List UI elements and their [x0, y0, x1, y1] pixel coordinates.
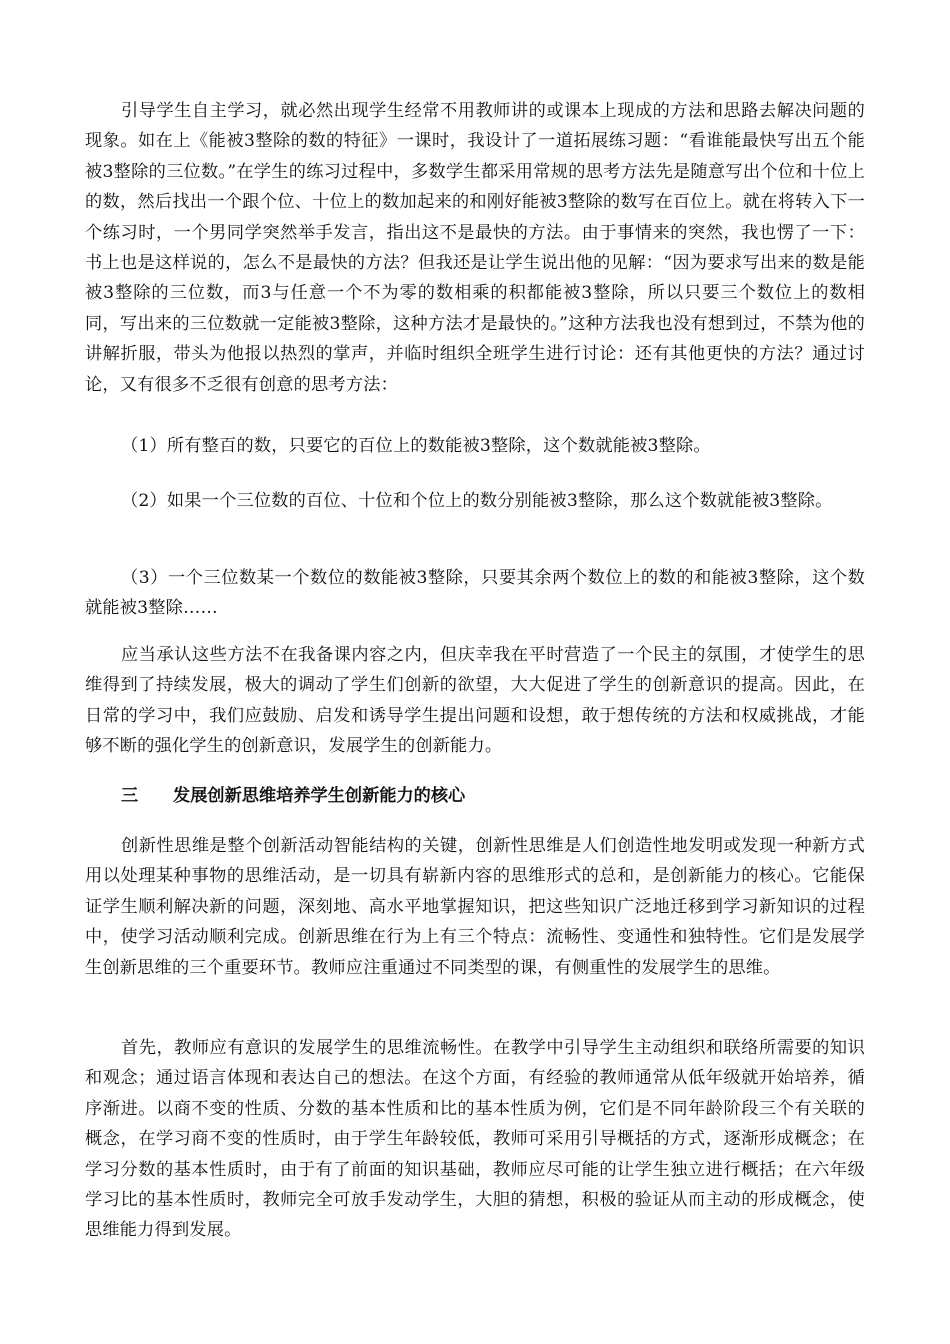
paragraph-self-directed-learning: 引导学生自主学习，就必然出现学生经常不用教师讲的或课本上现成的方法和思路去解决问题的现象。如在上《能被3整除的数的特征》一课时，我设计了一道拓展练习题：“看谁能最快写出五个能被3整除的三位数。”在学生的练习过程中，多数学生都采用常规的思考方法先是随意写出个位和十位上的数，然后找出一个跟个位、十位上的数加起来的和刚好能被3整除的数写在百位上。就在将转入下一个练习时，一个男同学突然举手发言，指出这不是最快的方法。由于事情来的突然，我也愣了一下：书上也是这样说的，怎么不是最快的方法？但我还是让学生说出他的见解：“因为要求写出来的数是能被3整除的三位数，而3与任意一个不为零的数相乘的积都能被3整除，所以只要三个数位上的数相同，写出来的三位数就一定能被3整除，这种方法才是最快的。”这种方法我也没有想到过，不禁为他的讲解折服，带头为他报以热烈的掌声，并临时组织全班学生进行讨论：还有其他更快的方法？通过讨论，又有很多不乏很有创意的思考方法： [85, 101, 865, 395]
section-number: 三 [121, 786, 139, 806]
list-item-method-1: （1）所有整百的数，只要它的百位上的数能被3整除，这个数就能被3整除。 [121, 436, 711, 456]
paragraph-creative-thinking: 创新性思维是整个创新活动智能结构的关键，创新性思维是人们创造性地发明或发现一种新方式用以处理某种事物的思维活动，是一切具有崭新内容的思维形式的总和，是创新能力的核心。它能保证学生顺利解决新的问题，深刻地、高水平地掌握知识，把这些知识广泛地迁移到学习新知识的过程中，使学习活动顺利完成。创新思维在行为上有三个特点：流畅性、变通性和独特性。它们是发展学生创新思维的三个重要环节。教师应注重通过不同类型的课，有侧重性的发展学生的思维。 [85, 836, 865, 978]
list-item-method-3: （3）一个三位数某一个数位的数能被3整除，只要其余两个数位上的数的和能被3整除，这个数就能被3整除…… [85, 568, 865, 619]
paragraph-conclusion: 应当承认这些方法不在我备课内容之内，但庆幸我在平时营造了一个民主的氛围，才使学生的思维得到了持续发展，极大的调动了学生们创新的欲望，大大促进了学生的创新意识的提高。因此，在日常的学习中，我们应鼓励、启发和诱导学生提出问题和设想，敢于想传统的方法和权威挑战，才能够不断的强化学生的创新意识，发展学生的创新能力。 [85, 645, 865, 757]
list-item-method-2: （2）如果一个三位数的百位、十位和个位上的数分别能被3整除，那么这个数就能被3整除。 [121, 491, 833, 511]
section-title: 发展创新思维培养学生创新能力的核心 [173, 786, 466, 806]
paragraph-fluency: 首先，教师应有意识的发展学生的思维流畅性。在教学中引导学生主动组织和联络所需要的知识和观念；通过语言体现和表达自己的想法。在这个方面，有经验的教师通常从低年级就开始培养，循序渐进。以商不变的性质、分数的基本性质和比的基本性质为例，它们是不同年龄阶段三个有关联的概念，在学习商不变的性质时，由于学生年龄较低，教师可采用引导概括的方式，逐渐形成概念；在学习分数的基本性质时，由于有了前面的知识基础，教师应尽可能的让学生独立进行概括；在六年级学习比的基本性质时，教师完全可放手发动学生，大胆的猜想，积极的验证从而主动的形成概念，使思维能力得到发展。 [85, 1038, 865, 1241]
section-heading [121, 781, 861, 811]
